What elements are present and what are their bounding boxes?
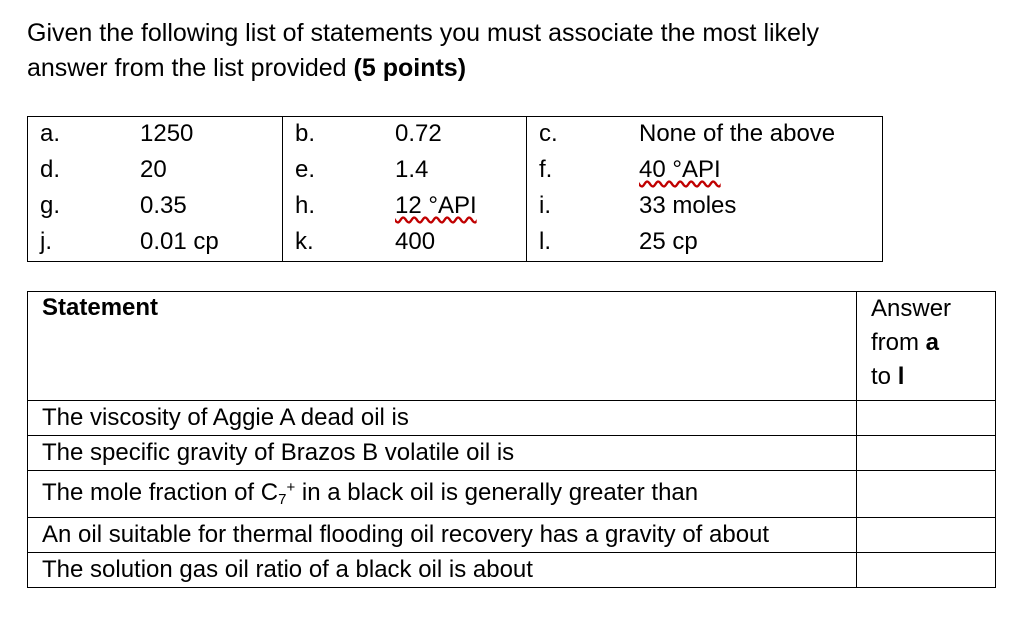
spellcheck-underlined-value: 40 °API xyxy=(639,156,721,183)
options-row xyxy=(28,117,883,154)
option-letter: c. xyxy=(527,117,628,154)
option-value: None of the above xyxy=(627,117,883,154)
option-letter: g. xyxy=(28,189,129,225)
instructions xyxy=(27,16,987,86)
statement-row xyxy=(28,518,996,553)
statement-row xyxy=(28,471,996,518)
option-letter: j. xyxy=(28,225,129,262)
option-letter: b. xyxy=(283,117,384,154)
subscript-7: 7 xyxy=(278,491,287,508)
option-value: 33 moles xyxy=(627,189,883,225)
option-value xyxy=(383,189,527,225)
instructions-line-2 xyxy=(27,51,987,86)
statement-text: An oil suitable for thermal flooding oil recovery has a gravity of about xyxy=(28,518,857,553)
answer-cell[interactable] xyxy=(857,518,996,553)
answer-header-line-2: from xyxy=(871,329,919,356)
statement-text xyxy=(28,471,857,518)
points-label: (5 points) xyxy=(353,54,467,82)
answer-cell[interactable] xyxy=(857,401,996,436)
option-letter: f. xyxy=(527,153,628,189)
option-letter: a. xyxy=(28,117,129,154)
option-value: 0.35 xyxy=(140,192,187,219)
option-value: 1250 xyxy=(128,117,283,154)
statement-row xyxy=(28,401,996,436)
option-letter: i. xyxy=(527,189,628,225)
option-letter: e. xyxy=(283,153,384,189)
statement-text: The specific gravity of Brazos B volatile oil is xyxy=(28,436,857,471)
option-letter: d. xyxy=(28,153,129,189)
superscript-plus: + xyxy=(286,479,296,496)
option-value xyxy=(627,153,883,189)
answer-cell[interactable] xyxy=(857,553,996,588)
option-value: 20 xyxy=(140,156,167,183)
option-value: 0.72 xyxy=(383,117,527,154)
answer-header-range-end: l xyxy=(897,363,905,390)
statement-table xyxy=(27,291,996,588)
options-row xyxy=(28,153,883,189)
spellcheck-underlined-value: 12 °API xyxy=(395,192,477,219)
options-row xyxy=(28,189,883,225)
statement-text-post: in a black oil is generally greater than xyxy=(295,479,699,506)
option-value: 0.01 cp xyxy=(128,225,283,262)
option-letter: h. xyxy=(283,189,384,225)
statement-header-row xyxy=(28,292,996,401)
answer-header-range-start: a xyxy=(925,329,940,356)
statement-column-header: Statement xyxy=(28,292,857,401)
options-row xyxy=(28,225,883,262)
option-value: 400 xyxy=(383,225,527,262)
option-value: 25 cp xyxy=(627,225,883,262)
answer-column-header xyxy=(857,292,996,401)
option-letter: k. xyxy=(283,225,384,262)
statement-row xyxy=(28,553,996,588)
option-value: 1.4 xyxy=(395,156,429,183)
instructions-line-2-text: answer from the list provided xyxy=(27,54,347,82)
instructions-line-1: Given the following list of statements you must associate the most likely xyxy=(27,19,820,47)
statement-text: The solution gas oil ratio of a black oil is about xyxy=(28,553,857,588)
option-letter: l. xyxy=(527,225,628,262)
answer-header-line-1: Answer xyxy=(871,295,952,322)
statement-text: The viscosity of Aggie A dead oil is xyxy=(28,401,857,436)
answer-cell[interactable] xyxy=(857,436,996,471)
answer-header-line-3: to xyxy=(871,363,892,390)
statement-text-pre: The mole fraction of C xyxy=(42,479,279,506)
statement-row xyxy=(28,436,996,471)
answer-cell[interactable] xyxy=(857,471,996,518)
answer-options-table xyxy=(27,116,883,262)
